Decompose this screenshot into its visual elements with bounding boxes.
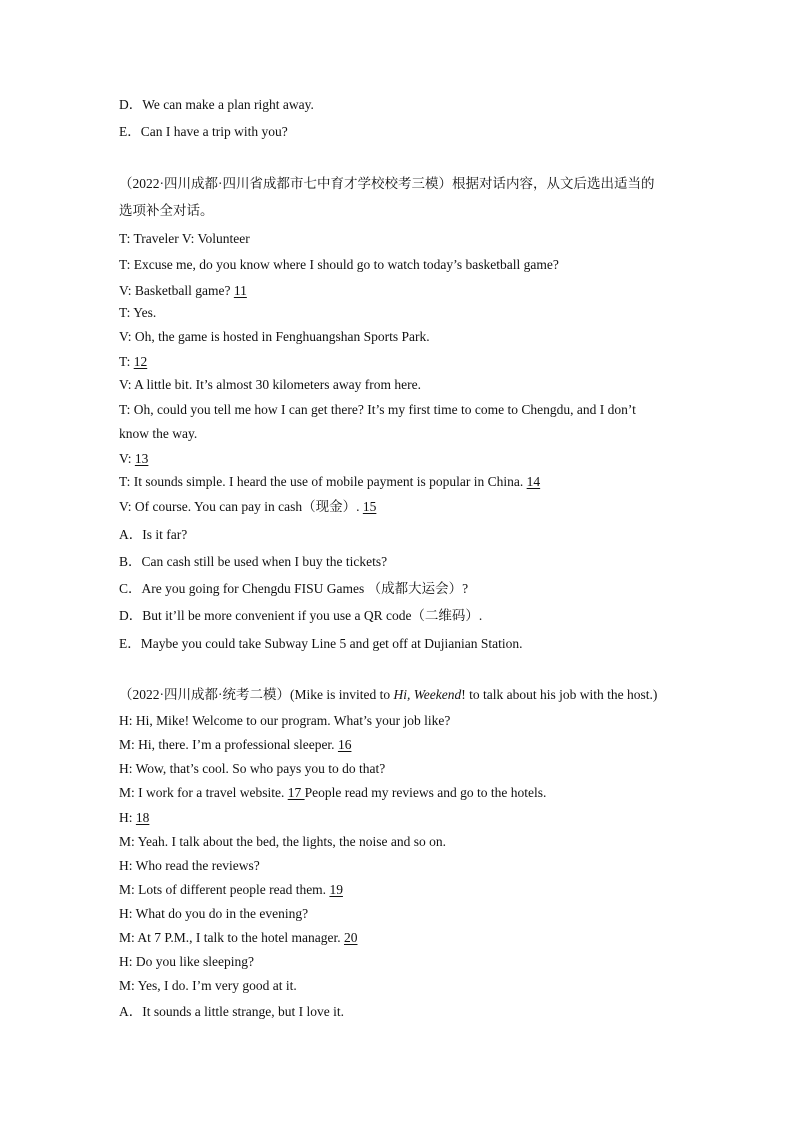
- option-b-line: B．Can cash still be used when I buy the tickets?: [119, 554, 388, 569]
- dialogue-line: [119, 450, 148, 468]
- dialogue-text: T: It sounds simple. I heard the use of mobile payment is popular in China.: [119, 474, 527, 489]
- dialogue-text: M: Lots of different people read them.: [119, 882, 330, 897]
- header-text: ! to talk about his job with the host.): [461, 687, 658, 702]
- option-d-line: D．But it’ll be more convenient if you use a QR code（二维码）.: [119, 608, 483, 623]
- dialogue-line: T: Traveler V: Volunteer: [119, 231, 250, 246]
- answer-blank: 16: [337, 737, 352, 752]
- option-a-line: A．Is it far?: [119, 527, 188, 542]
- dialogue-line: [119, 498, 376, 516]
- dialogue-line: know the way.: [119, 426, 198, 441]
- answer-blank: 17: [287, 785, 305, 800]
- dialogue-line: [119, 929, 357, 947]
- dialogue-line: H: Hi, Mike! Welcome to our program. What’s your job like?: [119, 713, 451, 728]
- dialogue-text: People read my reviews and go to the hotels.: [304, 785, 547, 800]
- program-name: Hi, Weekend: [393, 687, 462, 702]
- answer-blank: 20: [343, 930, 358, 945]
- dialogue-text: V: Basketball game?: [119, 283, 234, 298]
- dialogue-line: [119, 736, 351, 754]
- dialogue-text: H:: [119, 810, 136, 825]
- dialogue-line: H: What do you do in the evening?: [119, 906, 309, 921]
- section-header: [119, 686, 657, 704]
- option-a-line: A．It sounds a little strange, but I love it.: [119, 1004, 344, 1019]
- dialogue-text: V:: [119, 451, 135, 466]
- dialogue-line: H: Who read the reviews?: [119, 858, 260, 873]
- dialogue-line: H: Do you like sleeping?: [119, 954, 254, 969]
- answer-blank: 15: [362, 499, 377, 514]
- dialogue-text: T:: [119, 354, 134, 369]
- dialogue-line: [119, 353, 147, 371]
- answer-blank: 18: [135, 810, 150, 825]
- dialogue-text: M: At 7 P.M., I talk to the hotel manager.: [119, 930, 344, 945]
- header-text: （2022·四川成都·统考二模）(Mike is invited to: [119, 687, 394, 702]
- dialogue-line: [119, 282, 247, 300]
- option-e-line: E．Maybe you could take Subway Line 5 and get off at Dujianian Station.: [119, 636, 523, 651]
- dialogue-line: [119, 784, 546, 802]
- option-e-line: E．Can I have a trip with you?: [119, 124, 288, 139]
- dialogue-text: M: I work for a travel website.: [119, 785, 288, 800]
- dialogue-line: M: Yeah. I talk about the bed, the lights, the noise and so on.: [119, 834, 446, 849]
- dialogue-text: M: Hi, there. I’m a professional sleeper.: [119, 737, 338, 752]
- dialogue-line: T: Yes.: [119, 305, 157, 320]
- dialogue-line: [119, 881, 343, 899]
- dialogue-line: [119, 473, 540, 491]
- section-header: （2022·四川成都·四川省成都市七中育才学校校考三模）根据对话内容，从文后选出适当的: [119, 176, 655, 191]
- answer-blank: 12: [133, 354, 148, 369]
- dialogue-line: [119, 809, 149, 827]
- dialogue-line: T: Excuse me, do you know where I should go to watch today’s basketball game?: [119, 257, 559, 272]
- dialogue-text: V: Of course. You can pay in cash（现金）.: [119, 499, 363, 514]
- answer-blank: 11: [233, 283, 247, 298]
- dialogue-line: V: Oh, the game is hosted in Fenghuangshan Sports Park.: [119, 329, 430, 344]
- dialogue-line: M: Yes, I do. I’m very good at it.: [119, 978, 297, 993]
- dialogue-line: H: Wow, that’s cool. So who pays you to do that?: [119, 761, 386, 776]
- answer-blank: 19: [329, 882, 343, 897]
- option-c-line: C．Are you going for Chengdu FISU Games （成都大运会）?: [119, 581, 469, 596]
- dialogue-line: T: Oh, could you tell me how I can get there? It’s my first time to come to Chengdu, and I don’t: [119, 402, 636, 417]
- section-instruction: 选项补全对话。: [119, 203, 214, 218]
- option-d-line: D．We can make a plan right away.: [119, 97, 314, 112]
- dialogue-line: V: A little bit. It’s almost 30 kilometers away from here.: [119, 377, 421, 392]
- answer-blank: 13: [134, 451, 149, 466]
- answer-blank: 14: [526, 474, 541, 489]
